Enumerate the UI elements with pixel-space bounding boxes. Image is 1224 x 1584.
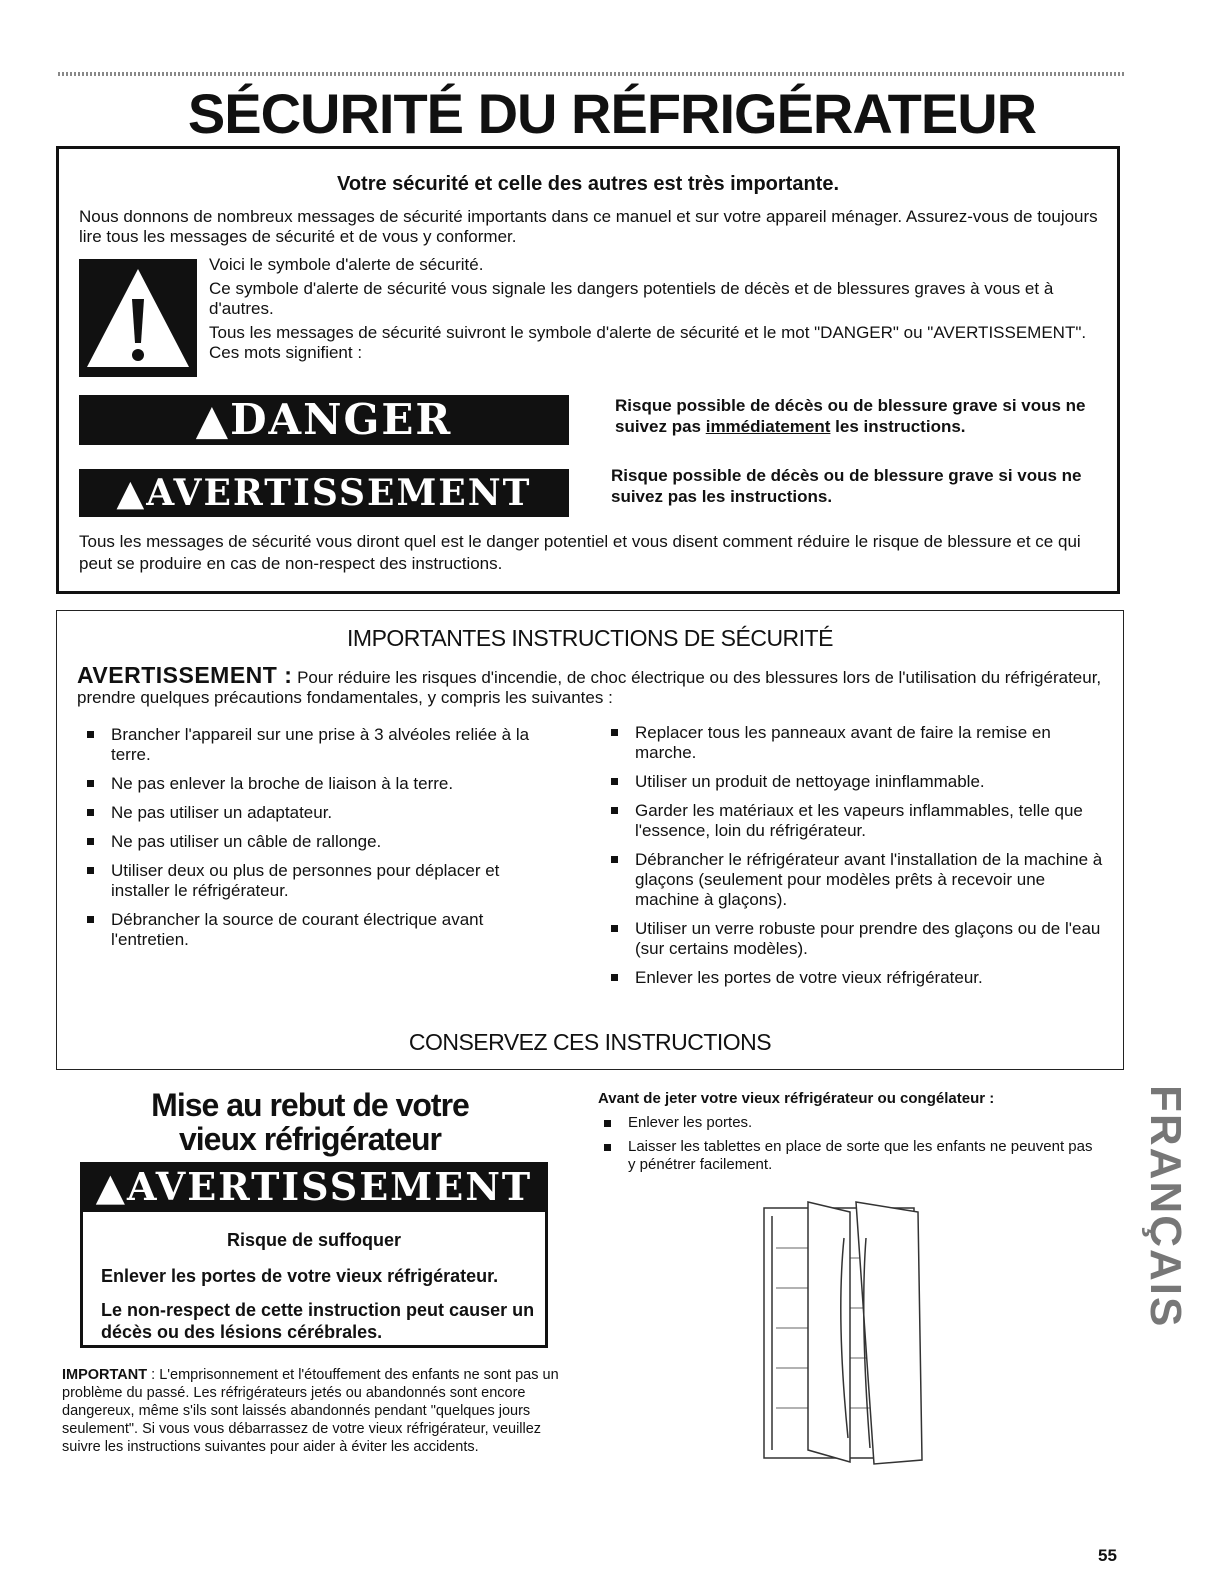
alert-description: Ce symbole d'alerte de sécurité vous signale les dangers potentiels de décès et de blessures graves à vous et à d'autres. bbox=[209, 279, 1054, 318]
warning-word: AVERTISSEMENT bbox=[146, 472, 532, 514]
list-item: Brancher l'appareil sur une prise à 3 alvéoles reliée à la terre. bbox=[81, 725, 551, 765]
list-item: Utiliser deux ou plus de personnes pour déplacer et installer le réfrigérateur. bbox=[81, 861, 551, 901]
alert-symbol-line: Voici le symbole d'alerte de sécurité. bbox=[209, 255, 484, 274]
before-disposal-heading: Avant de jeter votre vieux réfrigérateur ou congélateur : bbox=[598, 1090, 995, 1107]
warning-signal bbox=[80, 1162, 548, 1212]
warning-signal bbox=[79, 469, 569, 517]
bullet-icon bbox=[87, 731, 94, 738]
warning-triangle-icon: ▲ bbox=[95, 1164, 128, 1209]
bullet-icon bbox=[611, 974, 618, 981]
alert-follow: Tous les messages de sécurité suivront le symbole d'alerte de sécurité et le mot "DANGER" ou "AVERTISSEMENT". Ces mots signifient : bbox=[209, 323, 1087, 362]
list-item: Ne pas utiliser un adaptateur. bbox=[81, 803, 551, 823]
list-item: Laisser les tablettes en place de sorte que les enfants ne peuvent pas y pénétrer facilement. bbox=[598, 1138, 1098, 1174]
bullet-icon bbox=[87, 809, 94, 816]
instructions-right-list bbox=[605, 723, 1105, 997]
warning-triangle-icon: ▲ bbox=[116, 472, 147, 514]
top-dotted-rule bbox=[58, 72, 1124, 76]
important-text: : L'emprisonnement et l'étouffement des enfants ne sont pas un problème du passé. Les réfrigérateurs jetés ou abandonnés sont encore dangereux, même s'ils sont laissés abandonnés pendant "quelques jours seulement". Si vous vous débarrassez de votre vieux réfrigérateur, veuillez suivre les instructions suivantes pour aider à éviter les accidents. bbox=[62, 1367, 559, 1455]
bullet-icon bbox=[604, 1144, 611, 1151]
safety-intro-text: Nous donnons de nombreux messages de sécurité importants dans ce manuel et sur votre appareil ménager. Assurez-vous de toujours lire tous les messages de sécurité et de vous y conformer. bbox=[79, 207, 1098, 246]
bullet-icon bbox=[87, 780, 94, 787]
list-item: Enlever les portes. bbox=[598, 1114, 1098, 1132]
risk-text: Risque de suffoquer bbox=[226, 1230, 401, 1250]
instructions-left-list bbox=[81, 725, 551, 959]
danger-word: DANGER bbox=[230, 395, 453, 444]
page-title: SÉCURITÉ DU RÉFRIGÉRATEUR bbox=[187, 82, 1037, 145]
save-instructions: CONSERVEZ CES INSTRUCTIONS bbox=[408, 1029, 772, 1055]
danger-description bbox=[615, 395, 1115, 437]
safety-alert-icon bbox=[79, 259, 197, 377]
list-item: Ne pas utiliser un câble de rallonge. bbox=[81, 832, 551, 852]
danger-desc-underlined: immédiatement bbox=[705, 417, 831, 436]
list-item: Garder les matériaux et les vapeurs inflammables, telle que l'essence, loin du réfrigérateur. bbox=[605, 801, 1105, 841]
instructions-warning bbox=[77, 662, 1107, 708]
bullet-icon bbox=[611, 856, 618, 863]
safety-footer-text: Tous les messages de sécurité vous diront quel est le danger potentiel et vous disent comment réduire le risque de blessure et ce qui peut se produire en cas de non-respect des instructions. bbox=[79, 532, 1081, 573]
list-item: Ne pas enlever la broche de liaison à la terre. bbox=[81, 774, 551, 794]
list-item: Utiliser un produit de nettoyage ininflammable. bbox=[605, 772, 1105, 792]
language-tab: FRANÇAIS bbox=[1141, 1085, 1190, 1329]
consequence-text: Le non-respect de cette instruction peut causer un décès ou des lésions cérébrales. bbox=[101, 1300, 535, 1342]
bullet-icon bbox=[87, 916, 94, 923]
page-number: 55 bbox=[1098, 1546, 1117, 1565]
bullet-icon bbox=[611, 729, 618, 736]
danger-desc-part1: Risque possible de décès ou de blessure grave si vous ne suivez pas bbox=[615, 396, 1086, 436]
safety-intro-box bbox=[56, 146, 1120, 594]
list-item: Replacer tous les panneaux avant de faire la remise en marche. bbox=[605, 723, 1105, 763]
warning-text: Pour réduire les risques d'incendie, de choc électrique ou des blessures lors de l'utilisation du réfrigérateur, prendre quelques précautions fondamentales, y compris les suivantes : bbox=[77, 668, 1102, 707]
warning-word: AVERTISSEMENT bbox=[127, 1164, 533, 1209]
instructions-heading: IMPORTANTES INSTRUCTIONS DE SÉCURITÉ bbox=[347, 625, 833, 651]
list-item: Débrancher le réfrigérateur avant l'installation de la machine à glaçons (seulement pour modèles prêts à recevoir une machine à glaçons). bbox=[605, 850, 1105, 910]
suffocation-warning-box bbox=[80, 1162, 548, 1348]
alert-symbol-text bbox=[209, 255, 1109, 367]
danger-signal bbox=[79, 395, 569, 445]
before-disposal-list bbox=[598, 1114, 1098, 1180]
list-item: Enlever les portes de votre vieux réfrigérateur. bbox=[605, 968, 1105, 988]
danger-desc-part2: les instructions. bbox=[830, 417, 966, 436]
important-instructions-box bbox=[56, 610, 1124, 1070]
list-item: Débrancher la source de courant électrique avant l'entretien. bbox=[81, 910, 551, 950]
important-label: IMPORTANT bbox=[62, 1367, 148, 1383]
important-paragraph bbox=[62, 1366, 572, 1456]
bullet-icon bbox=[611, 925, 618, 932]
disposal-title bbox=[60, 1088, 560, 1156]
disposal-title-line1: Mise au rebut de votre bbox=[151, 1087, 469, 1123]
action-text: Enlever les portes de votre vieux réfrigérateur. bbox=[101, 1266, 499, 1286]
safety-heading: Votre sécurité et celle des autres est très importante. bbox=[336, 173, 840, 195]
bullet-icon bbox=[604, 1120, 611, 1127]
warning-description: Risque possible de décès ou de blessure grave si vous ne suivez pas les instructions. bbox=[611, 466, 1082, 506]
refrigerator-illustration bbox=[756, 1198, 932, 1468]
bullet-icon bbox=[611, 778, 618, 785]
bullet-icon bbox=[87, 838, 94, 845]
bullet-icon bbox=[611, 807, 618, 814]
list-item: Utiliser un verre robuste pour prendre des glaçons ou de l'eau (sur certains modèles). bbox=[605, 919, 1105, 959]
warning-triangle-icon: ▲ bbox=[195, 395, 231, 444]
warning-label: AVERTISSEMENT : bbox=[77, 662, 293, 688]
disposal-title-line2: vieux réfrigérateur bbox=[178, 1121, 441, 1157]
bullet-icon bbox=[87, 867, 94, 874]
